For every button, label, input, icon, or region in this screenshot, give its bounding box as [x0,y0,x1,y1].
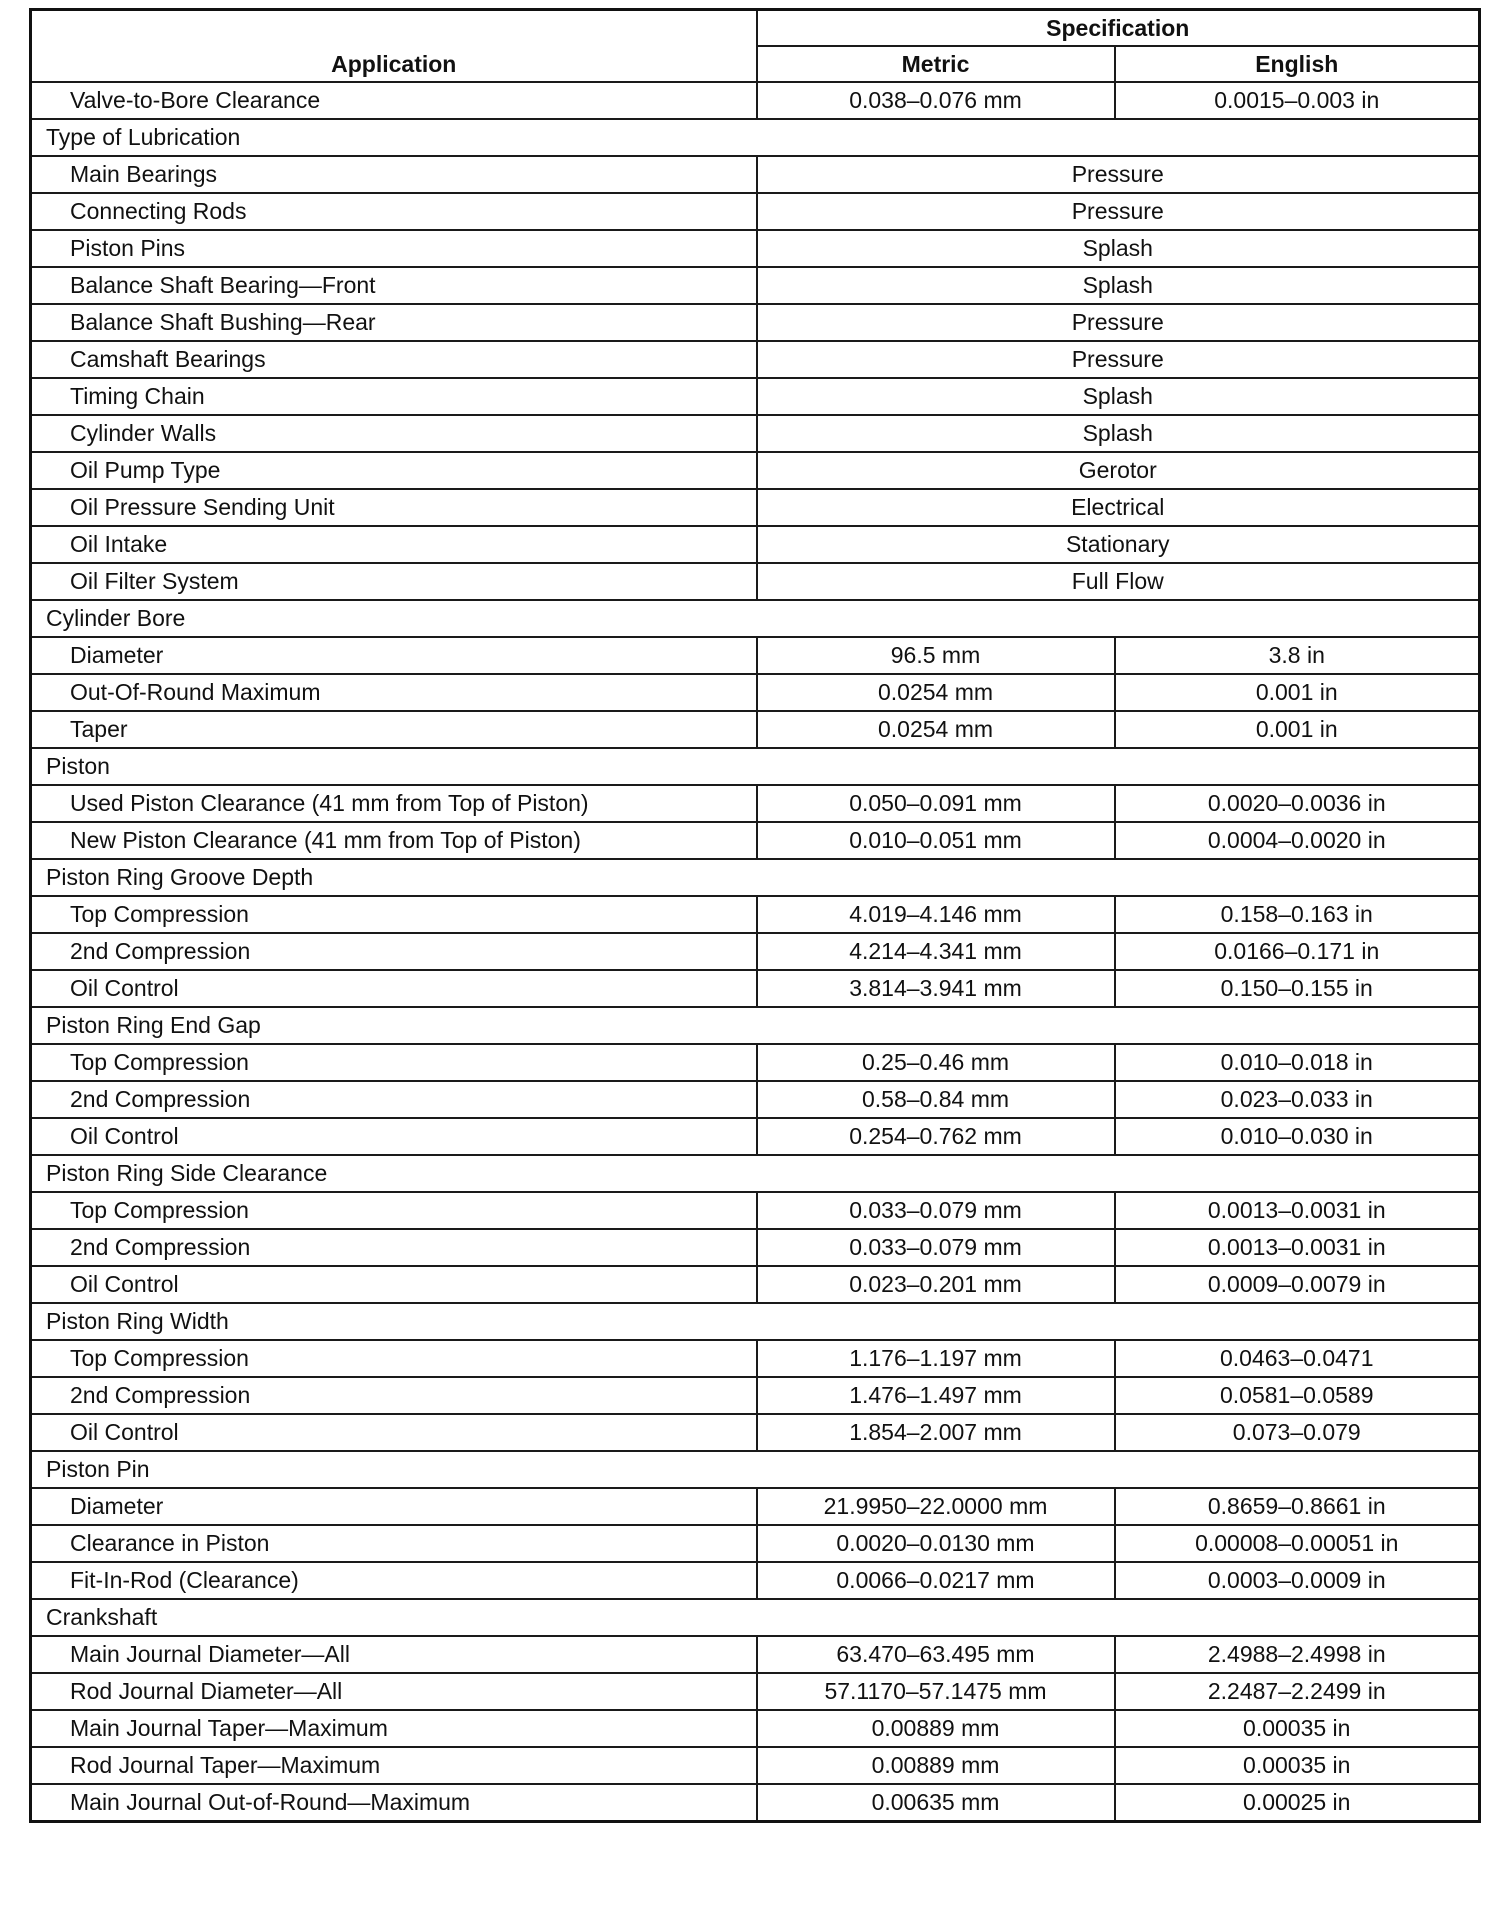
table-row [31,711,1480,748]
english-cell: 0.010–0.030 in [1115,1118,1480,1155]
section-heading: Piston Ring End Gap [31,1007,1480,1044]
section-row [31,119,1480,156]
application-cell: Balance Shaft Bushing—Rear [31,304,757,341]
english-cell: 0.073–0.079 [1115,1414,1480,1451]
english-cell: 0.8659–0.8661 in [1115,1488,1480,1525]
metric-cell: 0.00889 mm [757,1747,1115,1784]
application-cell: Main Bearings [31,156,757,193]
metric-cell: 0.033–0.079 mm [757,1192,1115,1229]
metric-cell: 0.0066–0.0217 mm [757,1562,1115,1599]
specification-cell: Splash [757,230,1480,267]
specification-cell: Splash [757,267,1480,304]
specification-cell: Stationary [757,526,1480,563]
table-row [31,563,1480,600]
table-row [31,1525,1480,1562]
english-cell: 2.4988–2.4998 in [1115,1636,1480,1673]
table-row [31,415,1480,452]
table-row [31,1118,1480,1155]
table-row [31,193,1480,230]
application-cell: Used Piston Clearance (41 mm from Top of Piston) [31,785,757,822]
english-cell: 0.0013–0.0031 in [1115,1192,1480,1229]
section-heading: Piston Pin [31,1451,1480,1488]
specification-header: Specification [757,10,1480,47]
application-cell: Oil Intake [31,526,757,563]
table-row [31,267,1480,304]
application-cell: Main Journal Out-of-Round—Maximum [31,1784,757,1822]
metric-cell: 0.25–0.46 mm [757,1044,1115,1081]
table-row [31,1377,1480,1414]
metric-cell: 1.854–2.007 mm [757,1414,1115,1451]
english-cell: 0.0004–0.0020 in [1115,822,1480,859]
table-row [31,896,1480,933]
section-row [31,1007,1480,1044]
specification-cell: Gerotor [757,452,1480,489]
metric-cell: 0.00889 mm [757,1710,1115,1747]
metric-cell: 0.0020–0.0130 mm [757,1525,1115,1562]
application-cell: Top Compression [31,1340,757,1377]
application-cell: New Piston Clearance (41 mm from Top of Piston) [31,822,757,859]
metric-cell: 21.9950–22.0000 mm [757,1488,1115,1525]
section-heading: Type of Lubrication [31,119,1480,156]
table-row [31,1414,1480,1451]
section-row [31,1155,1480,1192]
english-cell: 0.0003–0.0009 in [1115,1562,1480,1599]
section-heading: Piston Ring Width [31,1303,1480,1340]
application-cell: Oil Control [31,1118,757,1155]
specification-cell: Pressure [757,193,1480,230]
specification-cell: Pressure [757,341,1480,378]
specification-cell: Full Flow [757,563,1480,600]
application-cell: Timing Chain [31,378,757,415]
table-row [31,156,1480,193]
table-row [31,970,1480,1007]
table-row [31,1784,1480,1822]
application-cell: Oil Pump Type [31,452,757,489]
english-cell: 2.2487–2.2499 in [1115,1673,1480,1710]
section-heading: Piston Ring Groove Depth [31,859,1480,896]
application-cell: Oil Control [31,1266,757,1303]
table-row [31,1044,1480,1081]
table-row [31,304,1480,341]
application-cell: Oil Control [31,970,757,1007]
table-row [31,1488,1480,1525]
specification-cell: Splash [757,378,1480,415]
application-cell: Fit-In-Rod (Clearance) [31,1562,757,1599]
english-cell: 0.00025 in [1115,1784,1480,1822]
table-row [31,637,1480,674]
section-row [31,600,1480,637]
section-heading: Piston Ring Side Clearance [31,1155,1480,1192]
english-cell: 0.001 in [1115,674,1480,711]
table-row [31,1192,1480,1229]
section-row [31,1599,1480,1636]
table-row [31,1747,1480,1784]
english-cell: 0.0463–0.0471 [1115,1340,1480,1377]
application-cell: Connecting Rods [31,193,757,230]
table-row [31,822,1480,859]
application-cell: Top Compression [31,1044,757,1081]
metric-cell: 0.050–0.091 mm [757,785,1115,822]
application-cell: Balance Shaft Bearing—Front [31,267,757,304]
table-row [31,452,1480,489]
english-cell: 0.0013–0.0031 in [1115,1229,1480,1266]
application-cell: Top Compression [31,896,757,933]
metric-cell: 0.038–0.076 mm [757,82,1115,119]
table-row [31,674,1480,711]
application-cell: Cylinder Walls [31,415,757,452]
application-cell: 2nd Compression [31,1229,757,1266]
specification-cell: Pressure [757,304,1480,341]
english-cell: 0.023–0.033 in [1115,1081,1480,1118]
english-cell: 0.00035 in [1115,1710,1480,1747]
section-row [31,1451,1480,1488]
application-cell: Oil Pressure Sending Unit [31,489,757,526]
specification-cell: Electrical [757,489,1480,526]
english-cell: 0.158–0.163 in [1115,896,1480,933]
english-cell: 3.8 in [1115,637,1480,674]
section-row [31,859,1480,896]
application-cell: Out-Of-Round Maximum [31,674,757,711]
table-row [31,526,1480,563]
metric-cell: 1.476–1.497 mm [757,1377,1115,1414]
application-cell: Diameter [31,637,757,674]
metric-cell: 1.176–1.197 mm [757,1340,1115,1377]
table-row [31,1673,1480,1710]
table-row [31,1081,1480,1118]
application-cell: Oil Filter System [31,563,757,600]
table-row [31,82,1480,119]
application-cell: Diameter [31,1488,757,1525]
application-cell: Rod Journal Taper—Maximum [31,1747,757,1784]
metric-cell: 4.019–4.146 mm [757,896,1115,933]
metric-cell: 4.214–4.341 mm [757,933,1115,970]
specification-cell: Splash [757,415,1480,452]
application-cell: Clearance in Piston [31,1525,757,1562]
application-cell: Rod Journal Diameter—All [31,1673,757,1710]
english-cell: 0.0166–0.171 in [1115,933,1480,970]
english-cell: 0.001 in [1115,711,1480,748]
application-cell: Top Compression [31,1192,757,1229]
table-row [31,1229,1480,1266]
application-cell: Taper [31,711,757,748]
metric-cell: 0.023–0.201 mm [757,1266,1115,1303]
english-cell: 0.0015–0.003 in [1115,82,1480,119]
english-cell: 0.0581–0.0589 [1115,1377,1480,1414]
specification-cell: Pressure [757,156,1480,193]
table-row [31,1562,1480,1599]
table-row [31,1340,1480,1377]
application-cell: Oil Control [31,1414,757,1451]
metric-cell: 0.0254 mm [757,711,1115,748]
english-cell: 0.150–0.155 in [1115,970,1480,1007]
application-cell: Camshaft Bearings [31,341,757,378]
table-row [31,341,1480,378]
section-heading: Crankshaft [31,1599,1480,1636]
metric-cell: 0.254–0.762 mm [757,1118,1115,1155]
application-cell: Main Journal Taper—Maximum [31,1710,757,1747]
english-cell: 0.0009–0.0079 in [1115,1266,1480,1303]
english-cell: 0.0020–0.0036 in [1115,785,1480,822]
metric-cell: 0.00635 mm [757,1784,1115,1822]
metric-cell: 57.1170–57.1475 mm [757,1673,1115,1710]
table-row [31,489,1480,526]
table-row [31,1266,1480,1303]
english-cell: 0.00008–0.00051 in [1115,1525,1480,1562]
metric-cell: 0.0254 mm [757,674,1115,711]
application-header: Application [31,10,757,83]
section-heading: Cylinder Bore [31,600,1480,637]
metric-cell: 3.814–3.941 mm [757,970,1115,1007]
table-row [31,785,1480,822]
metric-cell: 63.470–63.495 mm [757,1636,1115,1673]
application-cell: Piston Pins [31,230,757,267]
application-cell: 2nd Compression [31,1081,757,1118]
section-row [31,748,1480,785]
table-row [31,1636,1480,1673]
metric-cell: 96.5 mm [757,637,1115,674]
application-cell: 2nd Compression [31,1377,757,1414]
table-row [31,933,1480,970]
english-header: English [1115,46,1480,82]
metric-cell: 0.033–0.079 mm [757,1229,1115,1266]
metric-cell: 0.010–0.051 mm [757,822,1115,859]
table-row [31,1710,1480,1747]
section-heading: Piston [31,748,1480,785]
application-cell: Main Journal Diameter—All [31,1636,757,1673]
engine-spec-table [29,8,1481,1823]
application-cell: 2nd Compression [31,933,757,970]
table-row [31,378,1480,415]
section-row [31,1303,1480,1340]
metric-header: Metric [757,46,1115,82]
english-cell: 0.010–0.018 in [1115,1044,1480,1081]
table-row [31,230,1480,267]
metric-cell: 0.58–0.84 mm [757,1081,1115,1118]
english-cell: 0.00035 in [1115,1747,1480,1784]
spec-table-body [31,82,1480,1822]
application-cell: Valve-to-Bore Clearance [31,82,757,119]
